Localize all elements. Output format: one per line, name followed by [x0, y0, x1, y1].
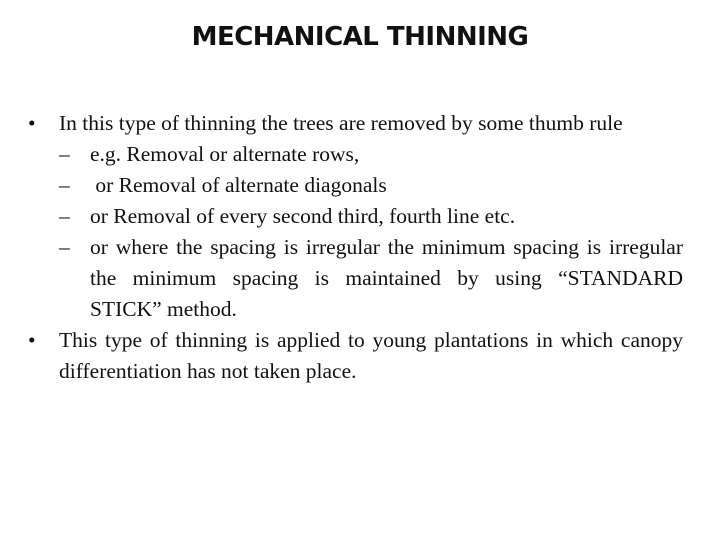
- sub-bullet-text: or Removal of alternate diagonals: [90, 173, 387, 197]
- sub-bullet-text: e.g. Removal or alternate rows,: [90, 142, 360, 166]
- sub-bullet-item: [59, 201, 683, 232]
- sub-bullet-item: [59, 139, 683, 170]
- bullet-icon: •: [28, 328, 36, 352]
- bullet-text: In this type of thinning the trees are removed by some thumb rule: [59, 111, 623, 135]
- dash-icon: –: [59, 142, 70, 166]
- bullet-item: [28, 108, 683, 139]
- sub-bullet-text: or where the spacing is irregular the minimum spacing is irregular the minimum spacing is maintained by using “STANDARD STICK” method.: [90, 235, 683, 321]
- slide-body: [28, 108, 683, 387]
- dash-icon: –: [59, 204, 70, 228]
- bullet-item: [28, 325, 683, 387]
- bullet-icon: •: [28, 111, 36, 135]
- dash-icon: –: [59, 173, 70, 197]
- dash-icon: –: [59, 235, 70, 259]
- sub-bullet-text: or Removal of every second third, fourth line etc.: [90, 204, 516, 228]
- bullet-text: This type of thinning is applied to young plantations in which canopy differentiation has not taken place.: [59, 328, 683, 383]
- sub-bullet-item: [59, 170, 683, 201]
- sub-bullet-item: [59, 232, 683, 325]
- slide-title: MECHANICAL THINNING: [191, 22, 529, 52]
